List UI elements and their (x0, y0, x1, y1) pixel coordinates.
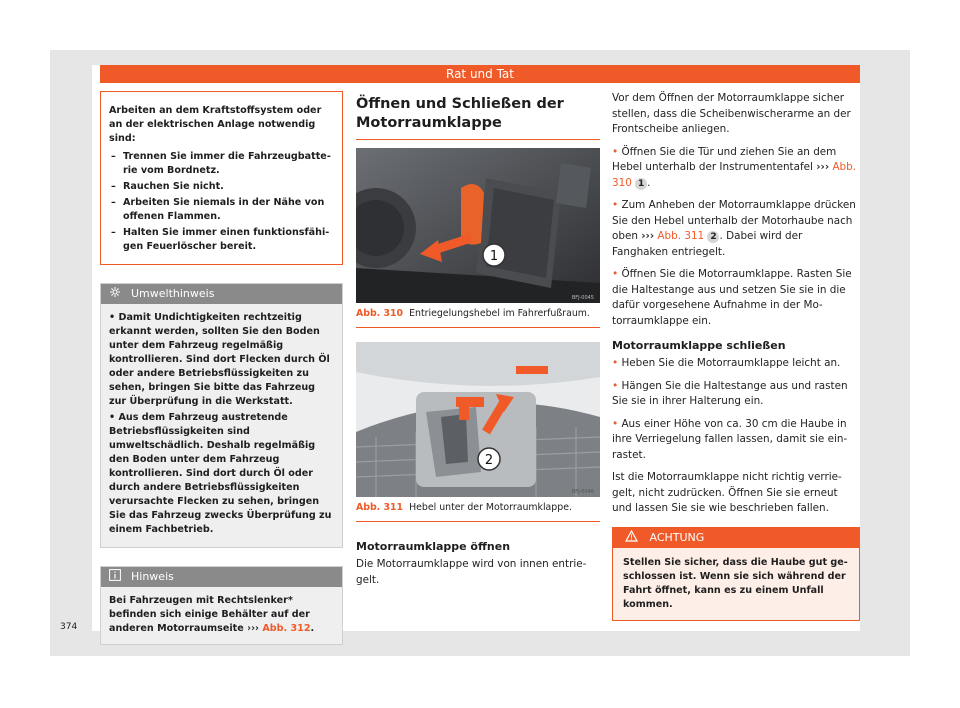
warning-text: Stellen Sie sicher, dass die Haube gut geschlossen ist. Wenn sie sich während der Fahrt öffnet, kann es zu einem Unfall kommen. (613, 548, 859, 620)
warning-triangle-icon (625, 531, 650, 544)
hint-title: Hinweis (131, 570, 174, 583)
close-instructions (612, 356, 860, 517)
list-item: • Zum Anheben der Motorraumklappe drücken Sie den Hebel unterhalb der Motorhaube nach oben ››› Abb. 311 2 . Dabei wird der Fanghaken entriegelt. (612, 199, 856, 258)
hint-box (100, 566, 343, 645)
page-number: 374 (60, 622, 78, 632)
warning-list (109, 150, 334, 254)
list-item: – Arbeiten Sie niemals in der Nähe von offenen Flammen. (111, 197, 325, 222)
figure-code: BFJ-0046 (571, 489, 594, 495)
list-item: – Trennen Sie immer die Fahrzeugbatterie vom Bordnetz. (111, 151, 331, 176)
figure-311 (356, 342, 600, 522)
subheading-close: Motorraumklappe schließen (612, 339, 786, 352)
step-number-badge: 2 (707, 231, 719, 243)
figure-link[interactable]: Abb. 310 (612, 161, 857, 189)
warning-intro: Arbeiten an dem Kraftstoffsystem oder an der elektrischen Anlage notwendig sind: (109, 105, 322, 144)
figure-caption: Abb. 311 Hebel unter der Motorraumklappe. (356, 497, 600, 522)
list-item: – Halten Sie immer einen funktionsfähigen Feuerlöscher bereit. (111, 227, 330, 252)
list-item: • Hängen Sie die Haltestange aus und rasten Sie sie in ihrer Halterung ein. (612, 379, 848, 407)
hood-lever-photo (356, 342, 600, 497)
warning-box (612, 527, 860, 621)
figure-link[interactable]: Abb. 311 (657, 230, 705, 242)
subheading-open: Motorraumklappe öffnen (356, 540, 511, 553)
list-item: • Heben Sie die Motorraumklappe leicht an. (612, 357, 841, 369)
list-item: • Aus dem Fahrzeug austretende Betriebsflüssigkeiten sind umweltschädlich. Deshalb regelmäßig den Boden unter dem Fahrzeug kontrollieren. Sind dort durch Öl oder durch andere Betriebsflüssigkeiten verursachte Flecken zu sehen, bringen Sie das Fahrzeug zwecks Überprüfung zu einem Fachbetrieb. (109, 412, 332, 535)
figure-code: BFJ-0045 (571, 295, 594, 301)
list-item: • Öffnen Sie die Tür und ziehen Sie an dem Hebel unterhalb der Instrumententafel ››› Abb. 310 1 . (612, 145, 857, 189)
figure-callout-2: 2 (484, 453, 494, 468)
leaf-icon (109, 284, 131, 304)
environment-note-body (101, 304, 342, 547)
paragraph: Vor dem Öffnen der Motorraumklappe sicher stellen, dass die Scheibenwischerarme an der Frontscheibe anliegen. (612, 92, 851, 135)
paragraph: Ist die Motorraumklappe nicht richtig verriegelt, nicht zudrücken. Öffnen Sie sie erneut und lassen Sie sie wie beschrieben fallen. (612, 471, 842, 514)
figure-310 (356, 148, 600, 328)
environment-note-title: Umwelthinweis (131, 287, 215, 300)
list-item: • Aus einer Höhe von ca. 30 cm die Haube in ihre Verriegelung fallen lassen, damit sie einrastet. (612, 417, 848, 461)
environment-note-header (101, 284, 342, 304)
environment-note-box (100, 283, 343, 548)
hint-body: Bei Fahrzeugen mit Rechtslenker* befinden sich einige Behälter auf der anderen Motorraumseite ››› Abb. 312. (101, 587, 342, 644)
list-item: – Rauchen Sie nicht. (111, 181, 224, 192)
step-number-badge: 1 (635, 178, 647, 190)
paragraph: Die Motorraumklappe wird von innen entriegelt. (356, 558, 587, 586)
list-item: • Damit Undichtigkeiten rechtzeitig erkannt werden, sollten Sie den Boden unter dem Fahrzeug regelmäßig kontrollieren. Sind dort Flecken durch Öl oder andere Betriebsflüssigkeiten zu sehen, bringen Sie bitte das Fahrzeug zur Überprüfung in die Werkstatt. (109, 312, 330, 407)
right-column (612, 91, 860, 621)
figure-caption: Abb. 310 Entriegelungshebel im Fahrerfußraum. (356, 303, 600, 328)
list-item: • Öffnen Sie die Motorraumklappe. Rasten Sie die Haltestange aus und setzen Sie sie in die dafür vorgesehene Aufnahme in der Motorraumklappe ein. (612, 268, 852, 327)
section-title: Öffnen und Schließen der Motorraumklappe (356, 91, 600, 140)
footwell-photo (356, 148, 600, 303)
info-icon (109, 567, 131, 587)
warning-header (613, 528, 859, 548)
warning-continuation-box (100, 91, 343, 265)
warning-title: ACHTUNG (649, 530, 705, 544)
left-column (100, 91, 343, 645)
figure-link[interactable]: Abb. 312 (262, 623, 311, 634)
hint-header (101, 567, 342, 587)
reference-arrows: ››› (247, 623, 259, 634)
figure-callout-1: 1 (489, 249, 499, 264)
middle-column (356, 91, 600, 588)
section-header: Rat und Tat (100, 65, 860, 83)
instructions (612, 91, 860, 329)
